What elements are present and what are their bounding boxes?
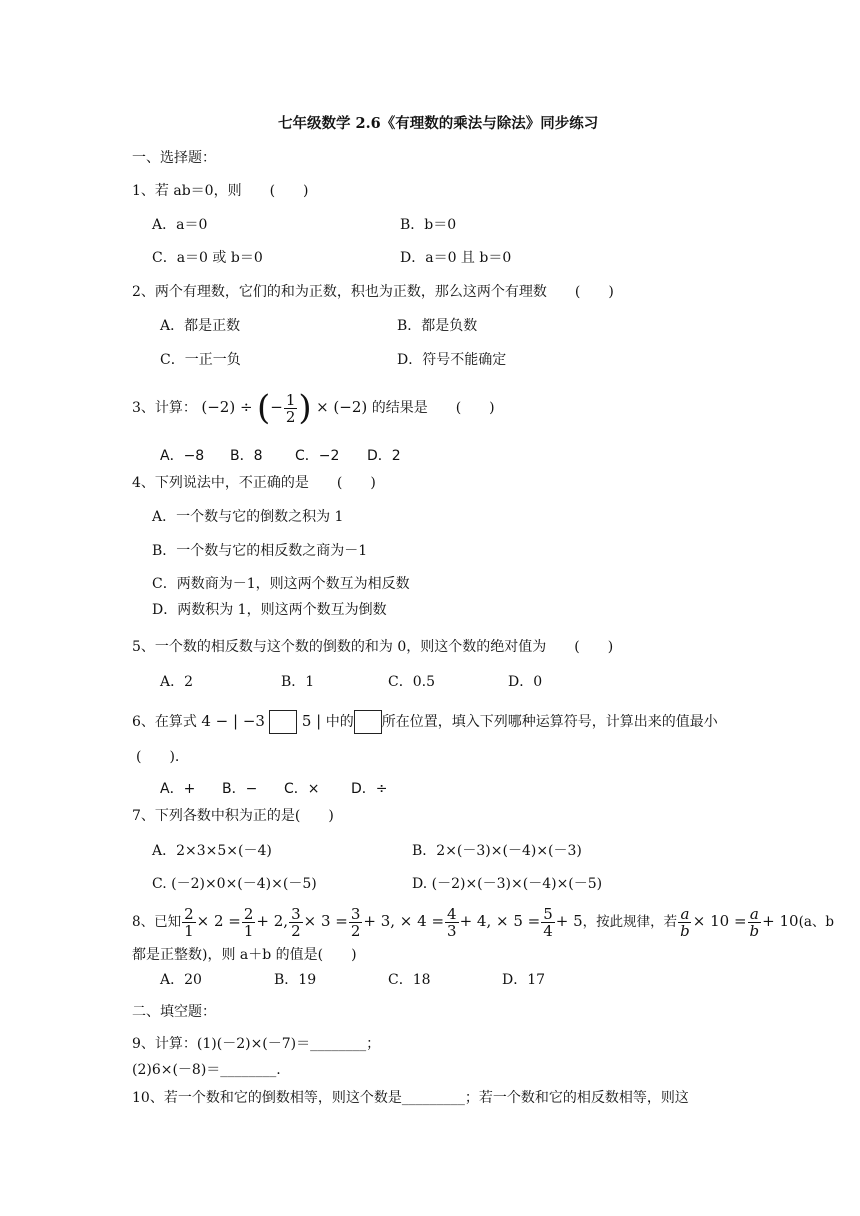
q6-option-a: A．+	[160, 781, 196, 797]
q6-mid: 中的	[325, 714, 354, 730]
q1-option-b: B．b＝0	[400, 217, 457, 233]
section-heading-fill: 二、填空题：	[132, 1004, 216, 1020]
q8-mid: ，按此规律，若	[582, 914, 678, 930]
q8-option-b: B．19	[274, 972, 317, 988]
q8-plus-3: + 3, × 4 =	[363, 912, 445, 930]
q5-option-a: A．2	[160, 674, 194, 690]
q6-suffix: 所在位置，填入下列哪种运算符号，计算出来的值最小	[381, 714, 718, 730]
q3-option-b: B．8	[230, 448, 263, 464]
question-7: 7、下列各数中积为正的是( )	[132, 808, 334, 824]
q4-option-d: D．两数积为 1，则这两个数互为倒数	[152, 602, 387, 618]
q8-tail: (a、b	[798, 914, 835, 930]
q5-option-c: C．0.5	[388, 674, 435, 690]
q1-option-a: A．a＝0	[152, 217, 208, 233]
q8-frac-ab: $\frac{a}{b}$	[680, 905, 690, 940]
q7-option-c: C. (－2)×0×(－4)×(－5)	[152, 876, 317, 892]
q3-option-c: C．−2	[295, 448, 340, 464]
q6-expr-a: 4 − | −3	[201, 712, 265, 730]
q6-option-d: D．÷	[351, 781, 388, 797]
q8-frac-ab-2: $\frac{a}{b}$	[749, 905, 760, 940]
q8-option-d: D．17	[502, 972, 546, 988]
q4-option-a: A．一个数与它的倒数之积为 1	[152, 509, 344, 525]
question-1: 1、若 ab＝0，则 ( )	[132, 183, 309, 199]
q1-option-d: D．a＝0 且 b＝0	[400, 250, 512, 266]
question-6	[132, 708, 718, 735]
question-10: 10、若一个数和它的倒数相等，则这个数是_________；若一个数和它的相反数相等，则这	[132, 1090, 689, 1106]
q5-option-b: B．1	[281, 674, 315, 690]
question-2: 2、两个有理数，它们的和为正数，积也为正数，那么这两个有理数 ( )	[132, 284, 614, 300]
q3-paren-open: (	[256, 388, 271, 428]
q8-frac-2: $\frac{2}{1}$	[243, 905, 254, 940]
q8-line2: 都是正整数)，则 a＋b 的值是( )	[132, 947, 357, 963]
q8-times-2: × 2 =	[196, 912, 241, 930]
q8-plus-2: + 2,	[256, 912, 289, 930]
q6-expr-b: 5 |	[301, 712, 322, 730]
q2-option-b: B．都是负数	[397, 318, 478, 334]
section-heading-choice: 一、选择题：	[132, 150, 216, 166]
q4-option-c: C．两数商为－1，则这两个数互为相反数	[152, 576, 410, 592]
q6-option-c: C．×	[284, 781, 320, 797]
q6-option-b: B．−	[222, 781, 258, 797]
question-5: 5、一个数的相反数与这个数的倒数的和为 0，则这个数的绝对值为 ( )	[132, 639, 614, 655]
q3-expr-left: (−2) ÷	[201, 398, 253, 416]
question-9-line2: (2)6×(－8)＝________.	[132, 1062, 281, 1078]
question-3	[132, 385, 495, 430]
q8-prefix: 8、已知	[132, 914, 182, 930]
q2-option-d: D．符号不能确定	[397, 352, 507, 368]
q8-plus-10: + 10	[762, 912, 799, 930]
q3-paren-close: )	[298, 388, 312, 428]
q3-option-a: A．−8	[160, 448, 205, 464]
q8-plus-5: + 5	[555, 912, 583, 930]
q8-frac-6: $\frac{5}{4}$	[543, 905, 553, 940]
q3-expr-right: × (−2)	[316, 398, 368, 416]
q3-minus: −	[270, 398, 283, 416]
q8-frac-5: $\frac{4}{3}$	[447, 905, 457, 940]
q3-prefix: 3、计算：	[132, 400, 197, 416]
q7-option-b: B．2×(－3)×(－4)×(－3)	[412, 843, 582, 859]
question-9-line1: 9、计算：(1)(－2)×(－7)＝________；	[132, 1036, 381, 1052]
page-title: 七年级数学 2.6《有理数的乘法与除法》同步练习	[278, 115, 599, 132]
q1-option-c: C．a＝0 或 b＝0	[152, 250, 263, 266]
q5-option-d: D．0	[508, 674, 543, 690]
q8-plus-4: + 4, × 5 =	[459, 912, 541, 930]
q8-times-3: × 3 =	[303, 912, 348, 930]
q8-option-a: A．20	[160, 972, 202, 988]
q3-fraction: $\frac{1}{2}$	[285, 390, 296, 426]
q8-times-10: × 10 =	[692, 912, 747, 930]
question-8	[132, 901, 834, 942]
q3-suffix: 的结果是 ( )	[371, 400, 495, 416]
q7-option-d: D. (－2)×(－3)×(－4)×(－5)	[412, 876, 603, 892]
q8-frac-3: $\frac{3}{2}$	[291, 905, 301, 940]
question-4: 4、下列说法中，不正确的是 ( )	[132, 475, 376, 491]
q8-option-c: C．18	[388, 972, 431, 988]
q6-blank-box	[269, 710, 297, 734]
q8-frac-4: $\frac{3}{2}$	[350, 905, 361, 940]
q2-option-a: A．都是正数	[160, 318, 241, 334]
q4-option-b: B．一个数与它的相反数之商为－1	[152, 543, 368, 559]
q2-option-c: C．一正一负	[160, 352, 241, 368]
q6-line2: ( ).	[136, 749, 180, 765]
q6-blank-box-2	[354, 710, 382, 734]
q7-option-a: A．2×3×5×(－4)	[152, 843, 272, 859]
q6-prefix: 6、在算式	[132, 714, 197, 730]
q8-frac-1: $\frac{2}{1}$	[184, 905, 194, 940]
q3-option-d: D．2	[367, 448, 401, 464]
